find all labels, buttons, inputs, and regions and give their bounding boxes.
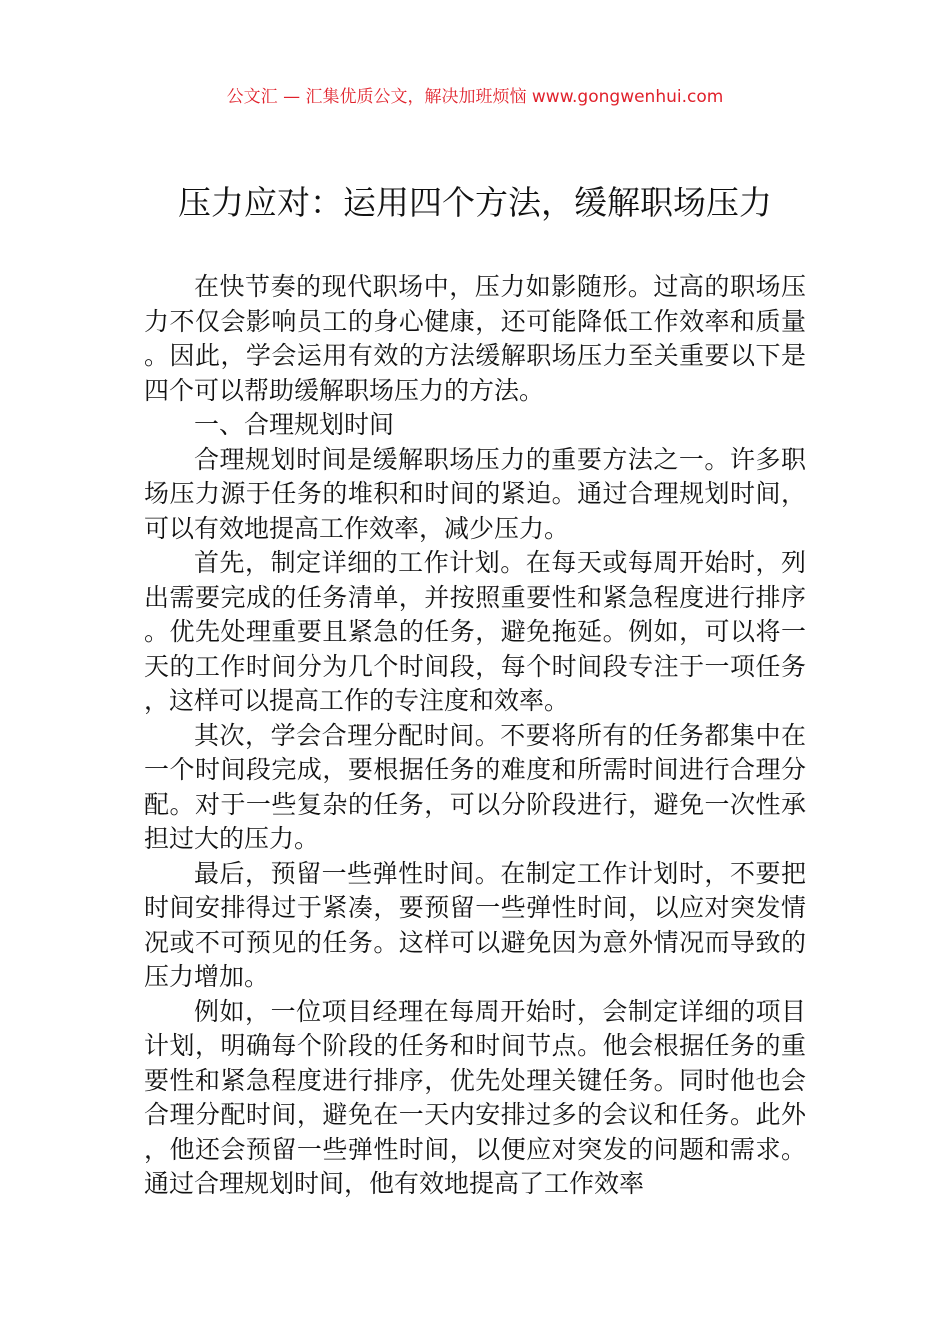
paragraph-first-step: 首先，制定详细的工作计划。在每天或每周开始时，列出需要完成的任务清单，并按照重要性和紧急程度进行排序。优先处理重要且紧急的任务，避免拖延。例如，可以将一天的工作时间分为几个时间段，每个时间段专注于一项任务，这样可以提高工作的专注度和效率。 (144, 548, 806, 715)
document-body (144, 270, 806, 1202)
watermark-header: 公文汇 — 汇集优质公文，解决加班烦恼 www.gongwenhui.com (226, 87, 724, 107)
paragraph-second-step: 其次，学会合理分配时间。不要将所有的任务都集中在一个时间段完成，要根据任务的难度和所需时间进行合理分配。对于一些复杂的任务，可以分阶段进行，避免一次性承担过大的压力。 (144, 720, 806, 853)
document-title: 压力应对：运用四个方法，缓解职场压力 (178, 183, 772, 222)
paragraph-section-1-overview: 合理规划时间是缓解职场压力的重要方法之一。许多职场压力源于任务的堆积和时间的紧迫。通过合理规划时间，可以有效地提高工作效率，减少压力。 (144, 444, 806, 543)
paragraph-example: 例如，一位项目经理在每周开始时，会制定详细的项目计划，明确每个阶段的任务和时间节点。他会根据任务的重要性和紧急程度进行排序，优先处理关键任务。同时他也会合理分配时间，避免在一天内安排过多的会议和任务。此外，他还会预留一些弹性时间，以便应对突发的问题和需求。通过合理规划时间，他有效地提高了工作效率 (144, 996, 806, 1198)
section-heading-1: 一、合理规划时间 (194, 410, 395, 439)
paragraph-final-step: 最后，预留一些弹性时间。在制定工作计划时，不要把时间安排得过于紧凑，要预留一些弹性时间，以应对突发情况或不可预见的任务。这样可以避免因为意外情况而导致的压力增加。 (144, 858, 806, 991)
paragraph-intro: 在快节奏的现代职场中，压力如影随形。过高的职场压力不仅会影响员工的身心健康，还可能降低工作效率和质量。因此，学会运用有效的方法缓解职场压力至关重要以下是四个可以帮助缓解职场压力的方法。 (144, 272, 806, 405)
